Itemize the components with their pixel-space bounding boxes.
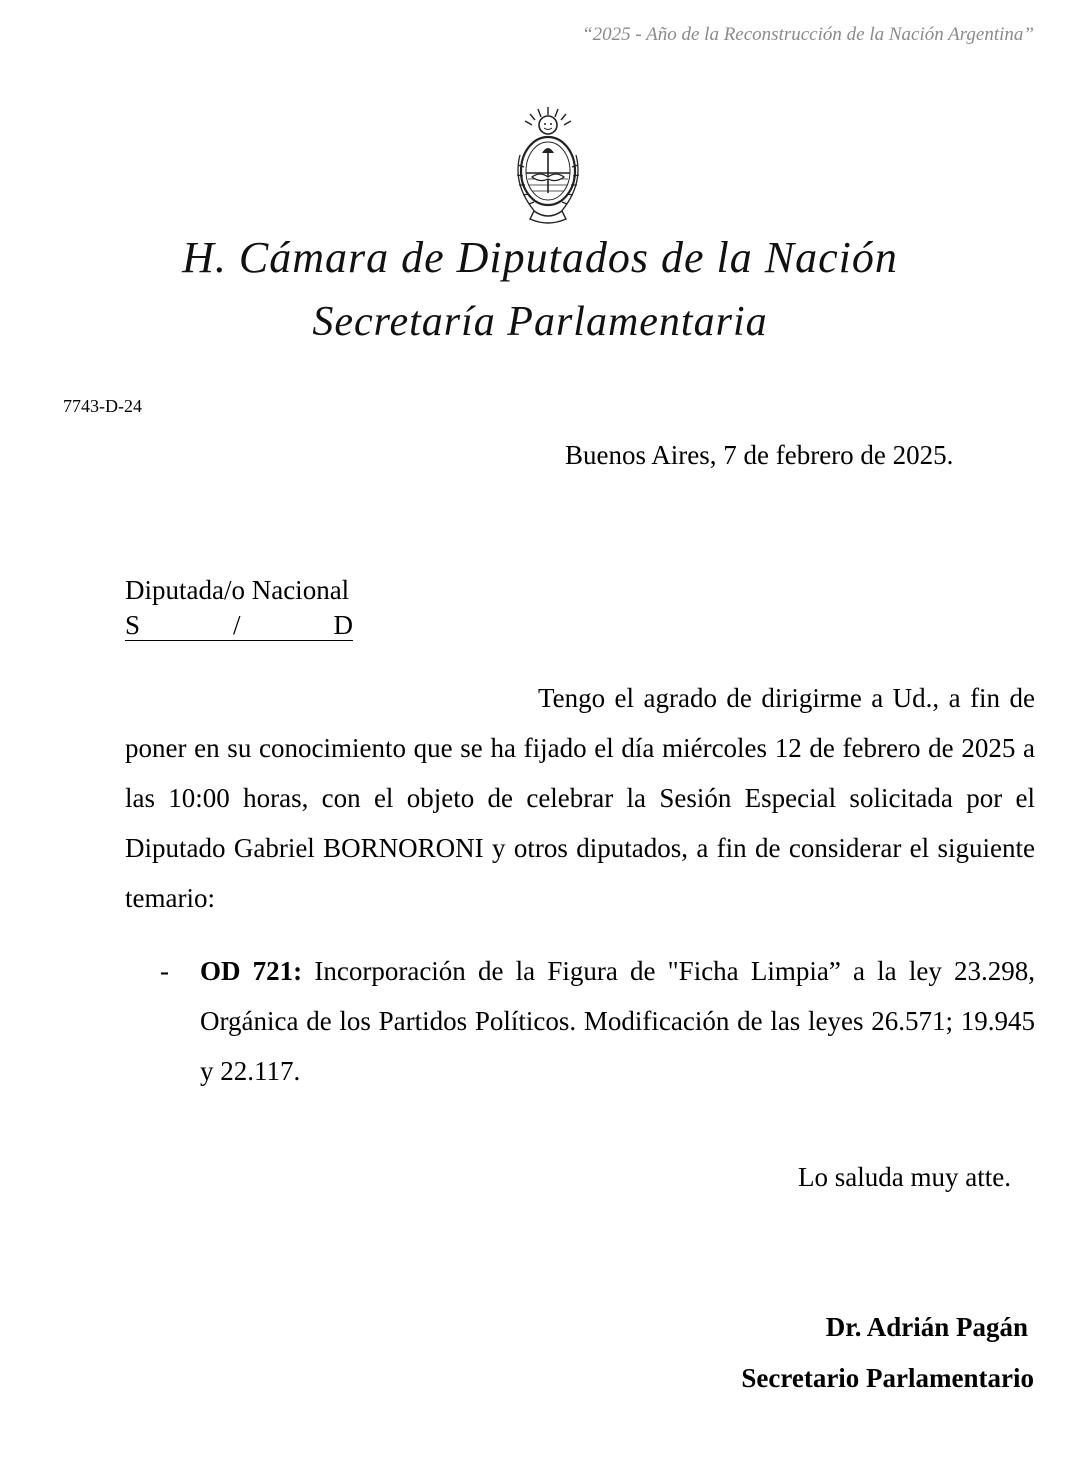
signatory-title: Secretario Parlamentario — [741, 1363, 1034, 1393]
agenda-bullet: - — [160, 956, 169, 986]
su-despacho-line — [125, 610, 353, 641]
agenda-code: OD 721: — [200, 956, 303, 986]
year-motto: “2025 - Año de la Reconstrucción de la Nación Argentina” — [582, 24, 1034, 45]
sd-right: D — [333, 610, 353, 640]
institution-name: H. Cámara de Diputados de la Nación — [182, 233, 898, 282]
signatory-name: Dr. Adrián Pagán — [825, 1312, 1028, 1342]
body-text: Tengo el agrado de dirigirme a Ud., a fin de poner en su conocimiento que se ha fijado el día miércoles 12 de febrero de 2025 a las 10:00 horas, con el objeto de celebrar la Sesión Especial solicitada por el Diputado Gabriel BORNORONI y otros diputados, a fin de considerar el siguiente temario: — [125, 683, 1035, 913]
date-line: Buenos Aires, 7 de febrero de 2025. — [565, 440, 954, 470]
argentina-coat-of-arms-icon — [506, 105, 590, 229]
agenda-item — [160, 946, 1035, 1096]
closing-greeting: Lo saluda muy atte. — [798, 1162, 1011, 1192]
agenda-text: Incorporación de la Figura de "Ficha Limpia” a la ley 23.298, Orgánica de los Partidos Políticos. Modificación de las leyes 26.571; 19.945 y 22.117. — [200, 956, 1035, 1086]
sd-left: S — [125, 610, 141, 640]
addressee: Diputada/o Nacional — [125, 575, 350, 605]
body-paragraph — [125, 673, 1035, 923]
department-name: Secretaría Parlamentaria — [312, 299, 768, 345]
file-reference: 7743-D-24 — [63, 396, 142, 416]
sd-mid: / — [233, 610, 241, 640]
